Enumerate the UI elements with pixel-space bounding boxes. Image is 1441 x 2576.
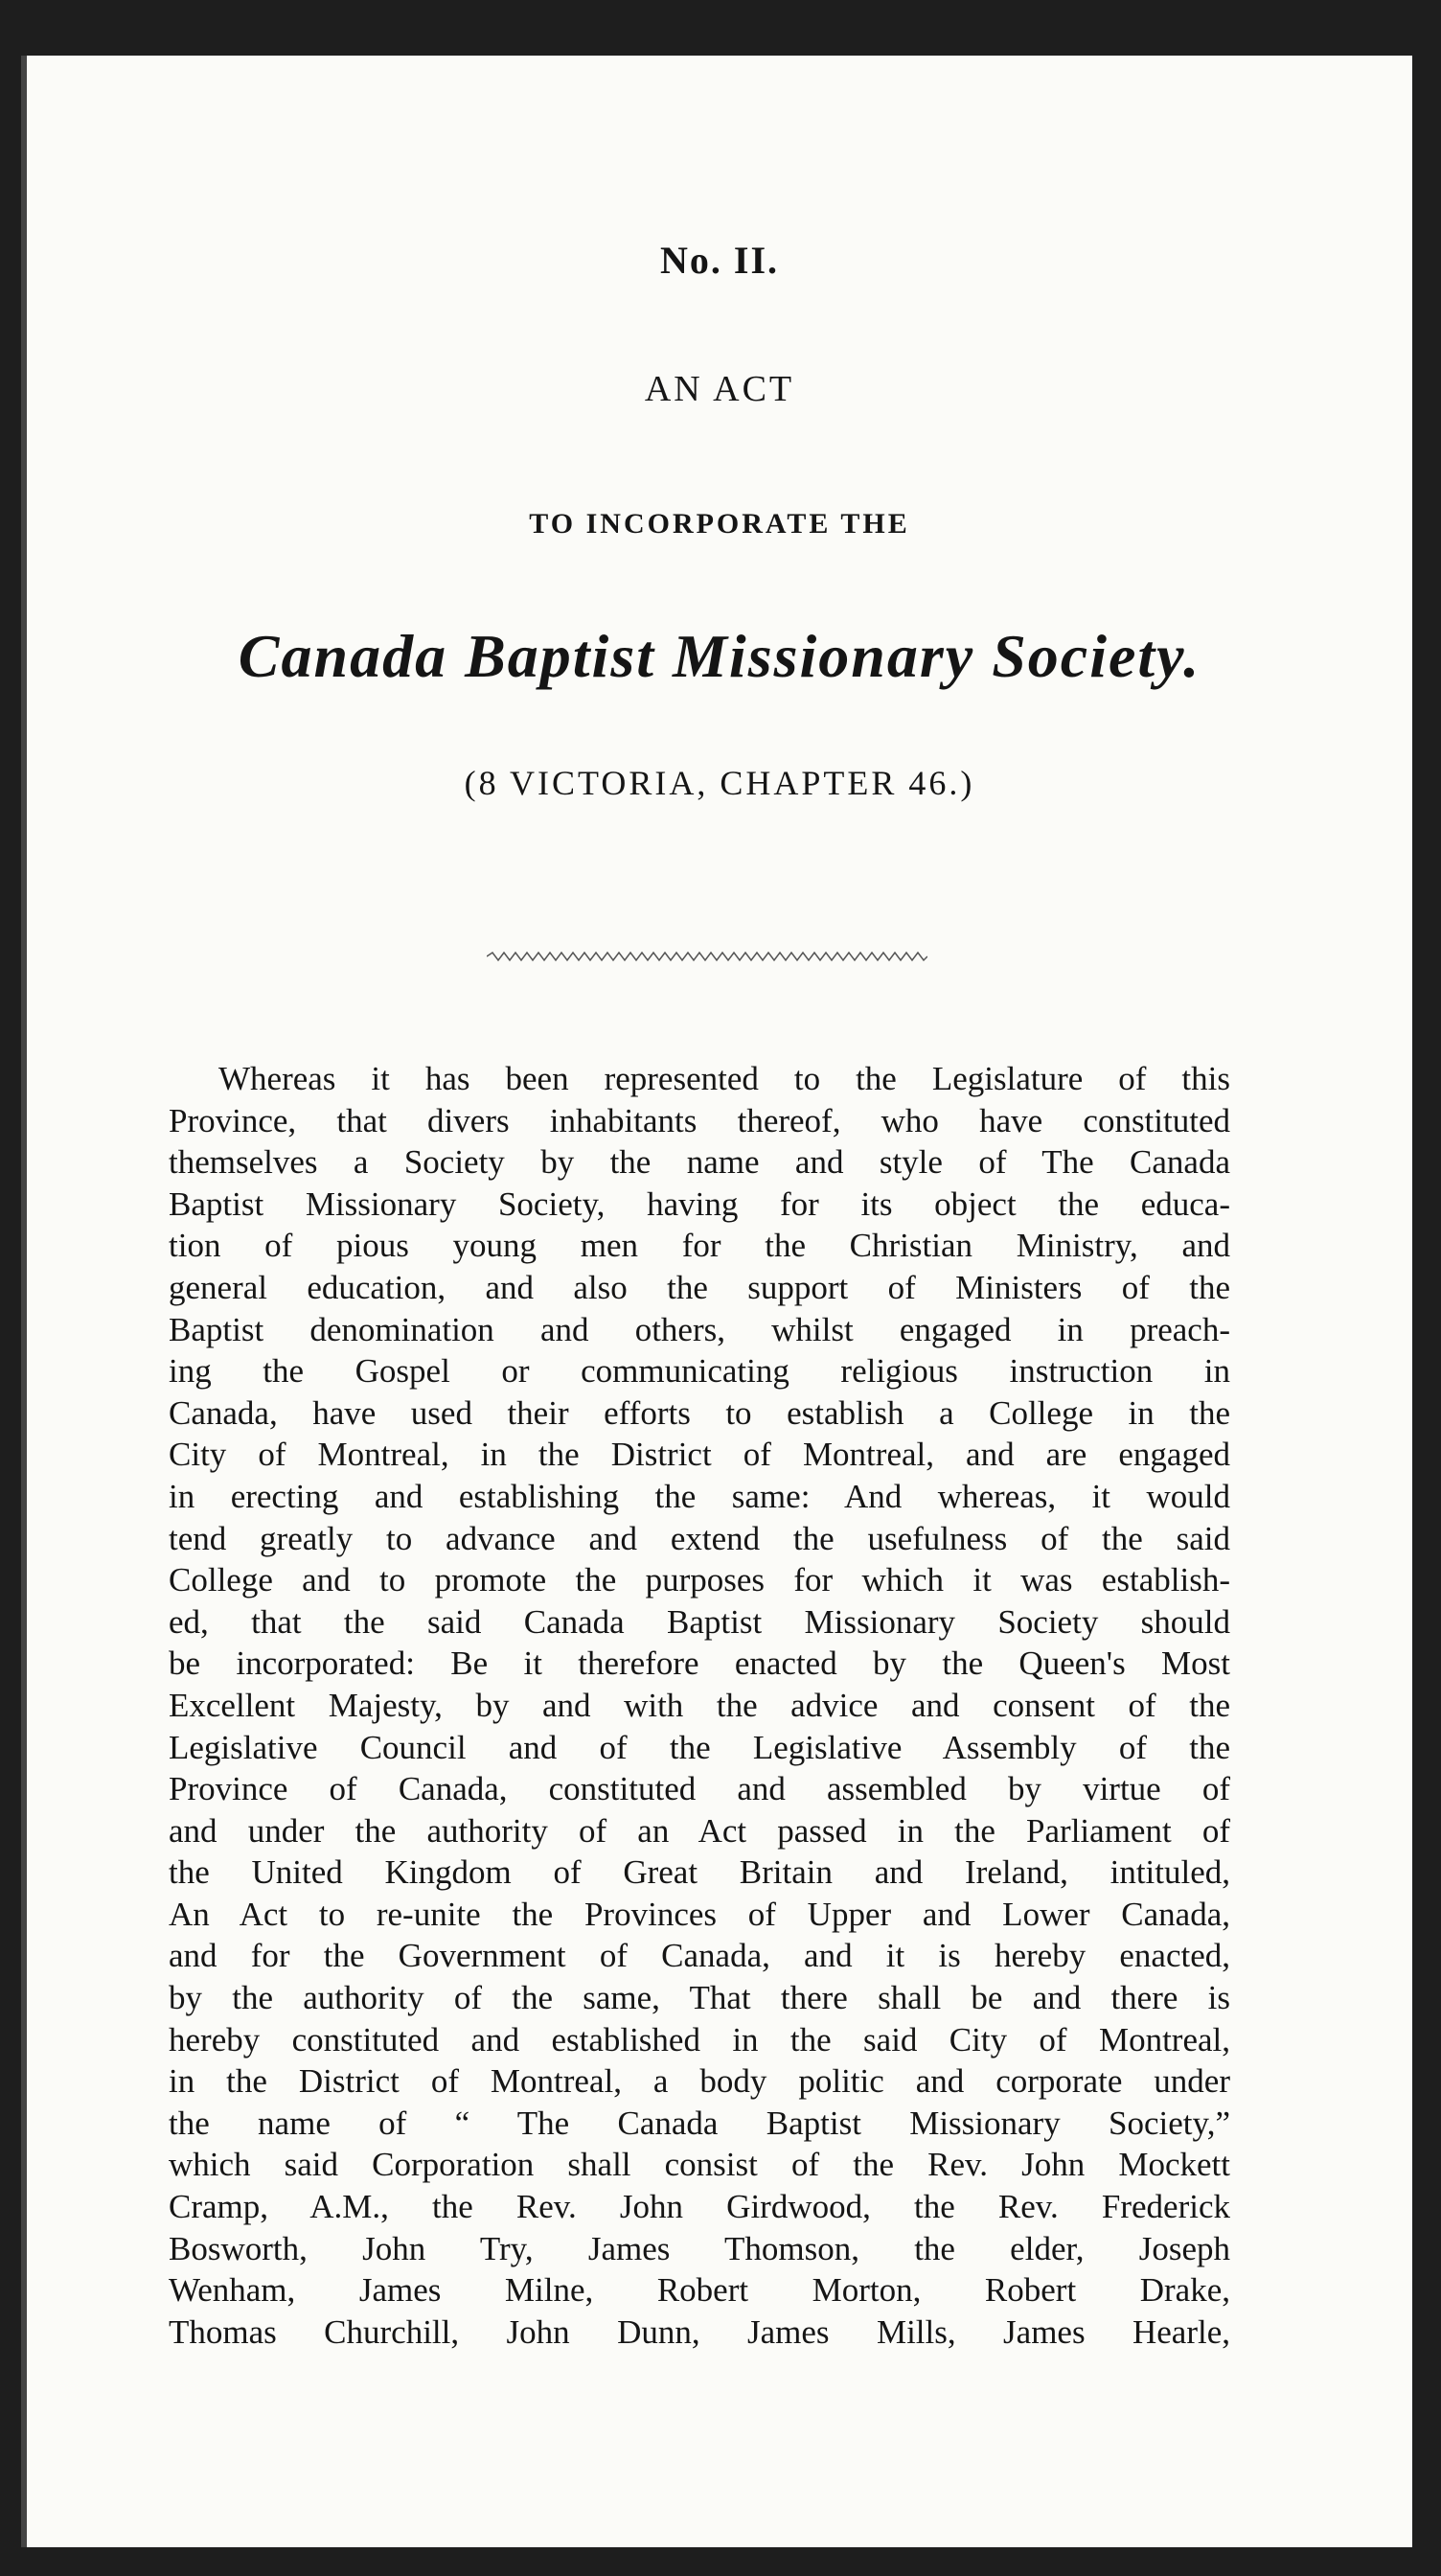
page-number: No. II. <box>659 239 780 282</box>
body-line: Excellent Majesty, by and with the advice and consent of the <box>169 1686 1230 1724</box>
body-line: Province of Canada, constituted and assembled by virtue of <box>169 1770 1230 1808</box>
body-line: Legislative Council and of the Legislative Assembly of the <box>169 1728 1230 1766</box>
body-line: in the District of Montreal, a body politic and corporate under <box>169 2062 1230 2101</box>
body-line: ed, that the said Canada Baptist Missionary Society should <box>169 1602 1230 1641</box>
body-line: in erecting and establishing the same: And whereas, it would <box>169 1477 1230 1515</box>
body-line: An Act to re-unite the Provinces of Upper and Lower Canada, <box>169 1895 1230 1933</box>
body-line: general education, and also the support of Ministers of the <box>169 1268 1230 1306</box>
document-page <box>21 56 1412 2547</box>
body-line: Whereas it has been represented to the Legislature of this <box>218 1060 1230 1097</box>
body-line: Province, that divers inhabitants thereof, who have constituted <box>169 1101 1230 1139</box>
ornamental-divider <box>487 949 927 964</box>
body-line: Baptist denomination and others, whilst engaged in preach- <box>169 1310 1230 1348</box>
body-line: themselves a Society by the name and style of The Canada <box>169 1143 1230 1182</box>
body-line: and under the authority of an Act passed in the Parliament of <box>169 1811 1230 1850</box>
body-line: Wenham, James Milne, Robert Morton, Robert Drake, <box>169 2271 1230 2310</box>
body-line: College and to promote the purposes for which it was establish- <box>169 1561 1230 1599</box>
body-line: the United Kingdom of Great Britain and Ireland, intituled, <box>169 1853 1230 1892</box>
body-line: which said Corporation shall consist of the Rev. John Mockett <box>169 2146 1230 2184</box>
body-line: City of Montreal, in the District of Montreal, and are engaged <box>169 1436 1230 1474</box>
body-line: ing the Gospel or communicating religious instruction in <box>169 1352 1230 1391</box>
body-line: Cramp, A.M., the Rev. John Girdwood, the Rev. Frederick <box>169 2188 1230 2226</box>
body-line: Canada, have used their efforts to establish a College in the <box>169 1393 1230 1432</box>
body-line: Baptist Missionary Society, having for its object the educa- <box>169 1184 1230 1223</box>
body-line: tend greatly to advance and extend the usefulness of the said <box>169 1519 1230 1557</box>
body-line: be incorporated: Be it therefore enacted by the Queen's Most <box>169 1644 1230 1683</box>
body-line: tion of pious young men for the Christian Ministry, and <box>169 1227 1230 1265</box>
body-line: by the authority of the same, That there shall be and there is <box>169 1979 1230 2017</box>
act-subheading: TO INCORPORATE THE <box>529 508 910 540</box>
body-line: and for the Government of Canada, and it is hereby enacted, <box>169 1937 1230 1975</box>
body-line: hereby constituted and established in the said City of Montreal, <box>169 2020 1230 2058</box>
citation: (8 VICTORIA, CHAPTER 46.) <box>464 764 975 802</box>
body-line: the name of “ The Canada Baptist Missionary Society,” <box>169 2104 1230 2142</box>
act-heading: AN ACT <box>644 369 795 409</box>
society-title: Canada Baptist Missionary Society. <box>238 622 1201 690</box>
body-paragraph <box>169 1058 1230 2353</box>
body-line: Bosworth, John Try, James Thomson, the elder, Joseph <box>169 2229 1230 2267</box>
body-line: Thomas Churchill, John Dunn, James Mills, James Hearle, <box>169 2312 1230 2351</box>
